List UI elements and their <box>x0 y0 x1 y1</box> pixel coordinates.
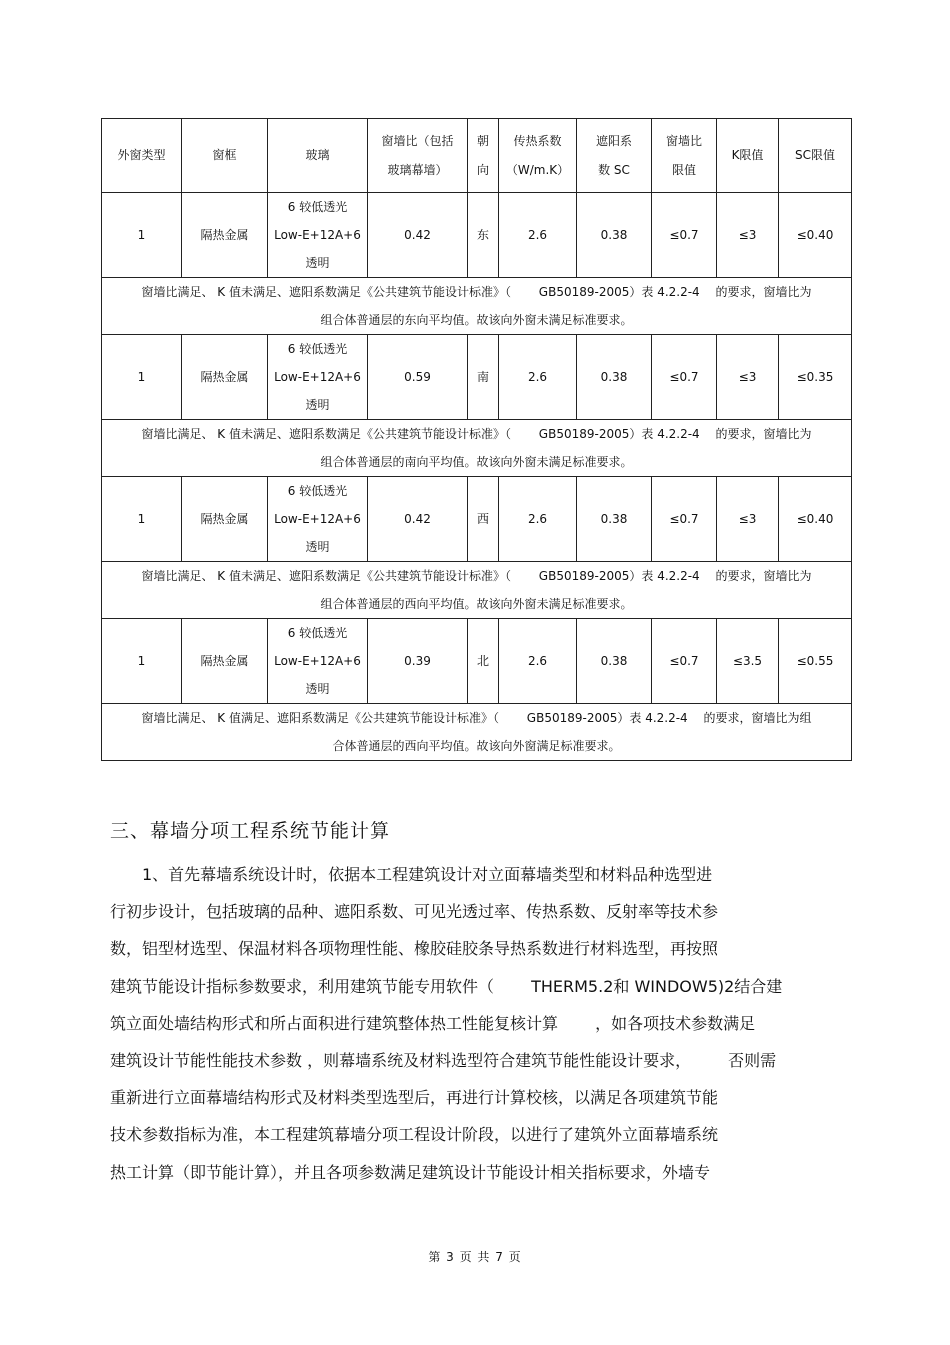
cell-orientation: 东 <box>468 193 499 278</box>
body-paragraph <box>110 856 840 1191</box>
table-row <box>102 619 852 704</box>
table-note-row <box>102 278 852 335</box>
cell-ratio: 0.39 <box>368 619 468 704</box>
note-cell <box>102 278 852 335</box>
cell-glass: 6 较低透光 Low-E+12A+6 透明 <box>268 335 368 420</box>
note-line: 窗墙比满足、 K 值未满足、遮阳系数满足《公共建筑节能设计标准》（ GB50189-2005）表 4.2.2-4 的要求，窗墙比为 <box>141 569 812 583</box>
cell-frame: 隔热金属 <box>182 335 268 420</box>
cell-type: 1 <box>102 335 182 420</box>
cell-orientation: 南 <box>468 335 499 420</box>
note-cell <box>102 562 852 619</box>
cell-frame: 隔热金属 <box>182 477 268 562</box>
paragraph-line: 1、首先幕墙系统设计时，依据本工程建筑设计对立面幕墙类型和材料品种选型进 <box>110 865 713 884</box>
table-row <box>102 193 852 278</box>
note-cell <box>102 420 852 477</box>
note-line: 窗墙比满足、 K 值未满足、遮阳系数满足《公共建筑节能设计标准》（ GB50189-2005）表 4.2.2-4 的要求，窗墙比为 <box>141 427 812 441</box>
table-note-row <box>102 562 852 619</box>
cell-frame: 隔热金属 <box>182 193 268 278</box>
cell-type: 1 <box>102 193 182 278</box>
cell-type: 1 <box>102 619 182 704</box>
header-cell: 传热系数 （W/m.K） <box>499 119 577 193</box>
cell-glass: 6 较低透光 Low-E+12A+6 透明 <box>268 477 368 562</box>
note-line: 窗墙比满足、 K 值未满足、遮阳系数满足《公共建筑节能设计标准》（ GB50189-2005）表 4.2.2-4 的要求，窗墙比为 <box>141 285 812 299</box>
cell-sc: 0.38 <box>577 335 652 420</box>
cell-sc-limit: ≤0.40 <box>779 477 852 562</box>
cell-sc: 0.38 <box>577 193 652 278</box>
section-title: 三、幕墙分项工程系统节能计算 <box>110 820 391 842</box>
cell-ratio: 0.42 <box>368 193 468 278</box>
paragraph-line: 行初步设计，包括玻璃的品种、遮阳系数、可见光透过率、传热系数、反射率等技术参 <box>110 902 719 922</box>
header-cell: 朝 向 <box>468 119 499 193</box>
note-line: 组合体普通层的南向平均值。故该向外窗未满足标准要求。 <box>320 455 633 469</box>
table-note-row <box>102 420 852 477</box>
cell-ratio-limit: ≤0.7 <box>652 477 717 562</box>
note-line: 组合体普通层的东向平均值。故该向外窗未满足标准要求。 <box>320 313 633 327</box>
cell-ratio-limit: ≤0.7 <box>652 335 717 420</box>
cell-k-limit: ≤3.5 <box>717 619 779 704</box>
table-body <box>102 119 852 761</box>
paragraph-line: 重新进行立面幕墙结构形式及材料类型选型后，再进行计算校核，以满足各项建筑节能 <box>110 1088 719 1108</box>
note-line: 合体普通层的西向平均值。故该向外窗满足标准要求。 <box>332 739 621 753</box>
paragraph-line: 建筑设计节能性能技术参数 ，则幕墙系统及材料选型符合建筑节能性能设计要求， 否则需 <box>110 1051 777 1071</box>
cell-k-limit: ≤3 <box>717 477 779 562</box>
paragraph-line: 数，铝型材选型、保温材料各项物理性能、橡胶硅胶条导热系数进行材料选型，再按照 <box>110 939 719 959</box>
cell-ratio-limit: ≤0.7 <box>652 193 717 278</box>
paragraph-line: 热工计算（即节能计算），并且各项参数满足建筑设计节能设计相关指标要求，外墙专 <box>110 1162 711 1182</box>
cell-orientation: 西 <box>468 477 499 562</box>
cell-k: 2.6 <box>499 477 577 562</box>
cell-sc: 0.38 <box>577 619 652 704</box>
cell-sc-limit: ≤0.40 <box>779 193 852 278</box>
header-cell: 窗墙比（包括 玻璃幕墙） <box>368 119 468 193</box>
cell-type: 1 <box>102 477 182 562</box>
paragraph-line: 建筑节能设计指标参数要求，利用建筑节能专用软件（ THERM5.2和 WINDOW5)2结合建 <box>110 976 783 996</box>
note-line: 窗墙比满足、 K 值满足、遮阳系数满足《公共建筑节能设计标准》（ GB50189-2005）表 4.2.2-4 的要求，窗墙比为组 <box>141 711 812 725</box>
header-cell: K限值 <box>717 119 779 193</box>
header-cell: SC限值 <box>779 119 852 193</box>
table-note-row <box>102 704 852 761</box>
cell-ratio-limit: ≤0.7 <box>652 619 717 704</box>
cell-ratio: 0.59 <box>368 335 468 420</box>
header-cell: 外窗类型 <box>102 119 182 193</box>
window-spec-table <box>101 118 852 761</box>
table-row <box>102 477 852 562</box>
cell-k-limit: ≤3 <box>717 193 779 278</box>
header-cell: 遮阳系 数 SC <box>577 119 652 193</box>
cell-sc: 0.38 <box>577 477 652 562</box>
header-cell: 窗墙比 限值 <box>652 119 717 193</box>
page-footer: 第 3 页 共 7 页 <box>428 1250 522 1264</box>
cell-glass: 6 较低透光 Low-E+12A+6 透明 <box>268 193 368 278</box>
note-cell <box>102 704 852 761</box>
cell-orientation: 北 <box>468 619 499 704</box>
cell-k: 2.6 <box>499 335 577 420</box>
table-row <box>102 335 852 420</box>
note-line: 组合体普通层的西向平均值。故该向外窗未满足标准要求。 <box>320 597 633 611</box>
header-cell: 窗框 <box>182 119 268 193</box>
cell-glass: 6 较低透光 Low-E+12A+6 透明 <box>268 619 368 704</box>
paragraph-line: 技术参数指标为准，本工程建筑幕墙分项工程设计阶段，以进行了建筑外立面幕墙系统 <box>110 1125 719 1145</box>
table-header-row <box>102 119 852 193</box>
header-cell: 玻璃 <box>268 119 368 193</box>
cell-sc-limit: ≤0.35 <box>779 335 852 420</box>
cell-sc-limit: ≤0.55 <box>779 619 852 704</box>
cell-ratio: 0.42 <box>368 477 468 562</box>
paragraph-line: 筑立面处墙结构形式和所占面积进行建筑整体热工性能复核计算 ，如各项技术参数满足 <box>110 1013 756 1033</box>
cell-frame: 隔热金属 <box>182 619 268 704</box>
cell-k: 2.6 <box>499 619 577 704</box>
cell-k: 2.6 <box>499 193 577 278</box>
cell-k-limit: ≤3 <box>717 335 779 420</box>
